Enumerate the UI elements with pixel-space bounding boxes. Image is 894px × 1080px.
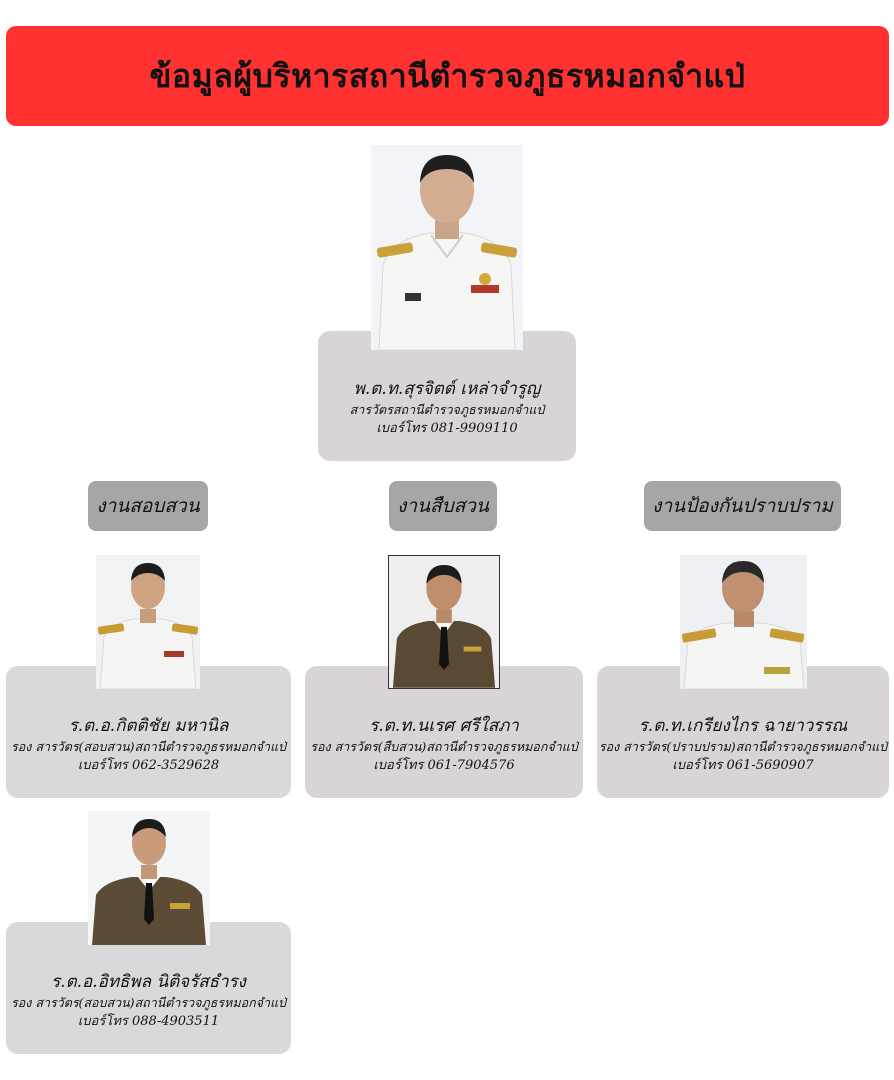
- chief-photo: [371, 145, 523, 350]
- page-title: ข้อมูลผู้บริหารสถานีตำรวจภูธรหมอกจำแป่: [149, 56, 746, 95]
- chief-phone: เบอร์โทร 081-9909110: [376, 421, 518, 436]
- officer-brown-uniform-photo-icon: [389, 556, 499, 688]
- officer-name: ร.ต.อ.อิทธิพล นิติจรัสธำรง: [51, 972, 246, 992]
- officer-photo: [96, 555, 200, 689]
- officer-name: ร.ต.ท.เกรียงไกร ฉายาวรรณ: [638, 716, 848, 736]
- dept-crime-suppression-label: งานป้องกันปราบปราม: [644, 481, 841, 531]
- officer-phone: เบอร์โทร 061-7904576: [373, 758, 515, 773]
- officer-phone: เบอร์โทร 088-4903511: [77, 1014, 220, 1029]
- chief-role: สารวัตรสถานีตำรวจภูธรหมอกจำแป่: [349, 402, 545, 417]
- officer-brown-uniform-photo-icon: [88, 811, 210, 945]
- officer-photo: [88, 811, 210, 945]
- dept-investigation-label: งานสอบสวน: [88, 481, 208, 531]
- officer-role: รอง สารวัตร(สอบสวน)สถานีตำรวจภูธรหมอกจำแป่: [11, 995, 286, 1010]
- officer-name: ร.ต.อ.กิตติชัย มหานิล: [68, 716, 229, 736]
- officer-white-uniform-photo-icon: [96, 555, 200, 689]
- officer-name: ร.ต.ท.นเรศ ศรีใสภา: [369, 716, 519, 736]
- officer-white-uniform-photo-icon: [371, 145, 523, 350]
- chief-name: พ.ต.ท.สุรจิตต์ เหล่าจำรูญ: [353, 379, 541, 399]
- officer-photo: [680, 555, 807, 689]
- officer-role: รอง สารวัตร(สอบสวน)สถานีตำรวจภูธรหมอกจำแป่: [11, 739, 286, 754]
- officer-role: รอง สารวัตร(สืบสวน)สถานีตำรวจภูธรหมอกจำแป่: [310, 739, 578, 754]
- officer-phone: เบอร์โทร 061-5690907: [672, 758, 814, 773]
- title-banner: [6, 26, 889, 126]
- officer-role: รอง สารวัตร(ปราบปราม)สถานีตำรวจภูธรหมอกจำแป่: [598, 739, 888, 754]
- dept-detective-label: งานสืบสวน: [389, 481, 497, 531]
- officer-photo: [388, 555, 500, 689]
- officer-white-uniform-photo-icon: [680, 555, 807, 689]
- chief-card: [318, 331, 576, 461]
- officer-phone: เบอร์โทร 062-3529628: [77, 758, 220, 773]
